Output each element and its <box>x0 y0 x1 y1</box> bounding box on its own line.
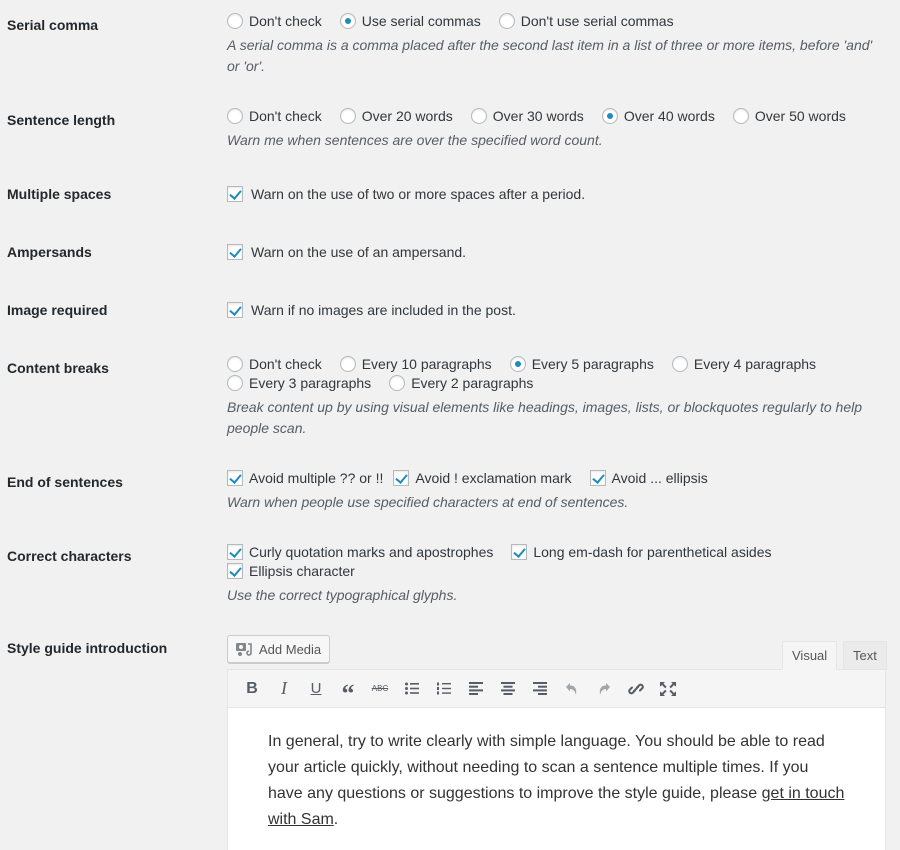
bold-icon[interactable]: B <box>246 679 258 697</box>
checkbox-ampersands[interactable] <box>227 244 466 260</box>
checkbox[interactable] <box>590 470 606 486</box>
checkbox[interactable] <box>227 186 243 202</box>
link-icon[interactable] <box>620 674 652 704</box>
undo-icon[interactable] <box>556 674 588 704</box>
checkbox-image-required[interactable] <box>227 302 516 318</box>
setting-label: Correct characters <box>7 548 132 564</box>
editor-content[interactable] <box>228 708 885 833</box>
radio-over-40-words[interactable] <box>602 108 715 124</box>
radio-dont-check[interactable] <box>227 13 322 29</box>
align-right-icon[interactable] <box>524 674 556 704</box>
checkbox[interactable] <box>227 544 243 560</box>
setting-label: Multiple spaces <box>7 186 112 202</box>
radio-every-4-paragraphs[interactable] <box>672 356 816 372</box>
italic-icon[interactable]: I <box>281 678 287 698</box>
serial-comma-field <box>227 11 886 77</box>
radio-dont-use-serial-commas[interactable] <box>499 13 674 29</box>
radio-button[interactable] <box>510 356 526 372</box>
option-label: Every 2 paragraphs <box>411 374 534 391</box>
radio-over-30-words[interactable] <box>471 108 584 124</box>
checkbox-em-dash[interactable] <box>511 544 771 560</box>
checkbox-ellipsis-character[interactable] <box>227 563 355 579</box>
option-label: Over 20 words <box>361 107 453 124</box>
radio-button[interactable] <box>733 108 749 124</box>
setting-label: Image required <box>7 302 108 318</box>
setting-description: Warn when people use specified characters at end of sentences. <box>227 494 629 510</box>
checkbox[interactable] <box>511 544 527 560</box>
option-label: Don't check <box>249 107 322 124</box>
setting-label: Ampersands <box>7 244 92 260</box>
add-media-button[interactable] <box>227 635 330 663</box>
checkbox[interactable] <box>227 470 243 486</box>
checkbox[interactable] <box>393 470 409 486</box>
radio-every-5-paragraphs[interactable] <box>510 356 654 372</box>
radio-button[interactable] <box>227 13 243 29</box>
radio-button[interactable] <box>672 356 688 372</box>
option-label: Every 5 paragraphs <box>531 355 654 372</box>
option-label: Warn if no images are included in the post. <box>251 301 516 318</box>
radio-dont-check[interactable] <box>227 108 322 124</box>
media-icon <box>235 641 253 657</box>
end-of-sentences-field <box>227 468 886 513</box>
option-label: Over 30 words <box>492 107 584 124</box>
option-label: Don't check <box>249 355 322 372</box>
option-label: Warn on the use of an ampersand. <box>251 243 467 260</box>
tab-visual[interactable]: Visual <box>782 641 837 670</box>
checkbox[interactable] <box>227 302 243 318</box>
tab-text[interactable]: Text <box>843 641 887 670</box>
radio-button[interactable] <box>340 108 356 124</box>
option-label: Over 40 words <box>623 107 715 124</box>
radio-button[interactable] <box>602 108 618 124</box>
option-label: Avoid ... ellipsis <box>611 469 708 486</box>
checkbox-avoid-multiple[interactable] <box>227 470 383 486</box>
underline-icon[interactable]: U <box>310 680 322 697</box>
fullscreen-icon[interactable] <box>652 674 684 704</box>
radio-button[interactable] <box>227 375 243 391</box>
option-label: Don't use serial commas <box>520 12 674 29</box>
multiple-spaces-field <box>227 184 886 203</box>
redo-icon[interactable] <box>588 674 620 704</box>
radio-dont-check[interactable] <box>227 356 322 372</box>
option-label: Warn on the use of two or more spaces after a period. <box>251 185 586 202</box>
radio-over-50-words[interactable] <box>733 108 846 124</box>
radio-button[interactable] <box>471 108 487 124</box>
option-label: Don't check <box>249 12 322 29</box>
align-left-icon[interactable] <box>460 674 492 704</box>
style-guide-editor <box>227 669 886 850</box>
option-label: Every 3 paragraphs <box>249 374 372 391</box>
setting-description: Use the correct typographical glyphs. <box>227 587 458 603</box>
sentence-length-field <box>227 106 886 151</box>
option-label: Ellipsis character <box>249 562 355 579</box>
option-label: Over 50 words <box>754 107 846 124</box>
radio-every-10-paragraphs[interactable] <box>340 356 492 372</box>
option-label: Avoid ! exclamation mark <box>415 469 572 486</box>
editor-toolbar <box>228 670 885 708</box>
add-media-label: Add Media <box>259 641 322 657</box>
setting-label: End of sentences <box>7 474 123 490</box>
checkbox[interactable] <box>227 563 243 579</box>
checkbox-curly-quotes[interactable] <box>227 544 493 560</box>
radio-button[interactable] <box>499 13 515 29</box>
option-label: Long em-dash for parenthetical asides <box>533 543 772 560</box>
radio-every-3-paragraphs[interactable] <box>227 375 371 391</box>
contact-link[interactable]: get in touch with Sam <box>268 785 845 828</box>
intro-text-end: . <box>333 811 339 828</box>
ampersands-field <box>227 242 886 261</box>
setting-description: Break content up by using visual elements like headings, images, lists, or blockquotes regularly to help people scan. <box>227 399 863 436</box>
checkbox-avoid-exclamation[interactable] <box>393 470 571 486</box>
setting-label: Serial comma <box>7 17 99 33</box>
align-center-icon[interactable] <box>492 674 524 704</box>
checkbox-multiple-spaces[interactable] <box>227 186 585 202</box>
radio-use-serial-commas[interactable] <box>340 13 481 29</box>
radio-button[interactable] <box>227 108 243 124</box>
bullet-list-icon[interactable] <box>396 674 428 704</box>
option-label: Every 10 paragraphs <box>361 355 492 372</box>
correct-characters-field <box>227 542 886 606</box>
content-breaks-field <box>227 354 886 439</box>
setting-label: Content breaks <box>7 360 109 376</box>
radio-button[interactable] <box>340 356 356 372</box>
setting-label: Sentence length <box>7 112 116 128</box>
option-label: Curly quotation marks and apostrophes <box>249 543 494 560</box>
radio-every-2-paragraphs[interactable] <box>389 375 533 391</box>
checkbox-avoid-ellipsis[interactable] <box>590 470 708 486</box>
option-label: Use serial commas <box>361 12 481 29</box>
checkbox[interactable] <box>227 244 243 260</box>
setting-description: A serial comma is a comma placed after the second last item in a list of three or more items, before 'and' or 'or'. <box>227 37 873 74</box>
setting-label: Style guide introduction <box>7 640 168 656</box>
radio-button[interactable] <box>340 13 356 29</box>
radio-button[interactable] <box>227 356 243 372</box>
setting-description: Warn me when sentences are over the specified word count. <box>227 132 603 148</box>
option-label: Avoid multiple ?? or !! <box>249 469 384 486</box>
radio-button[interactable] <box>389 375 405 391</box>
strikethrough-icon[interactable]: ABC <box>371 684 389 693</box>
image-required-field <box>227 300 886 319</box>
option-label: Every 4 paragraphs <box>693 355 817 372</box>
intro-text: In general, try to write clearly with simple language. You should be able to read your article quickly, without needing to scan a sentence multiple times. If you have any questions or suggestions to improve the style guide, please <box>268 733 825 802</box>
radio-over-20-words[interactable] <box>340 108 453 124</box>
numbered-list-icon[interactable] <box>428 674 460 704</box>
blockquote-icon[interactable]: “ <box>341 678 355 708</box>
